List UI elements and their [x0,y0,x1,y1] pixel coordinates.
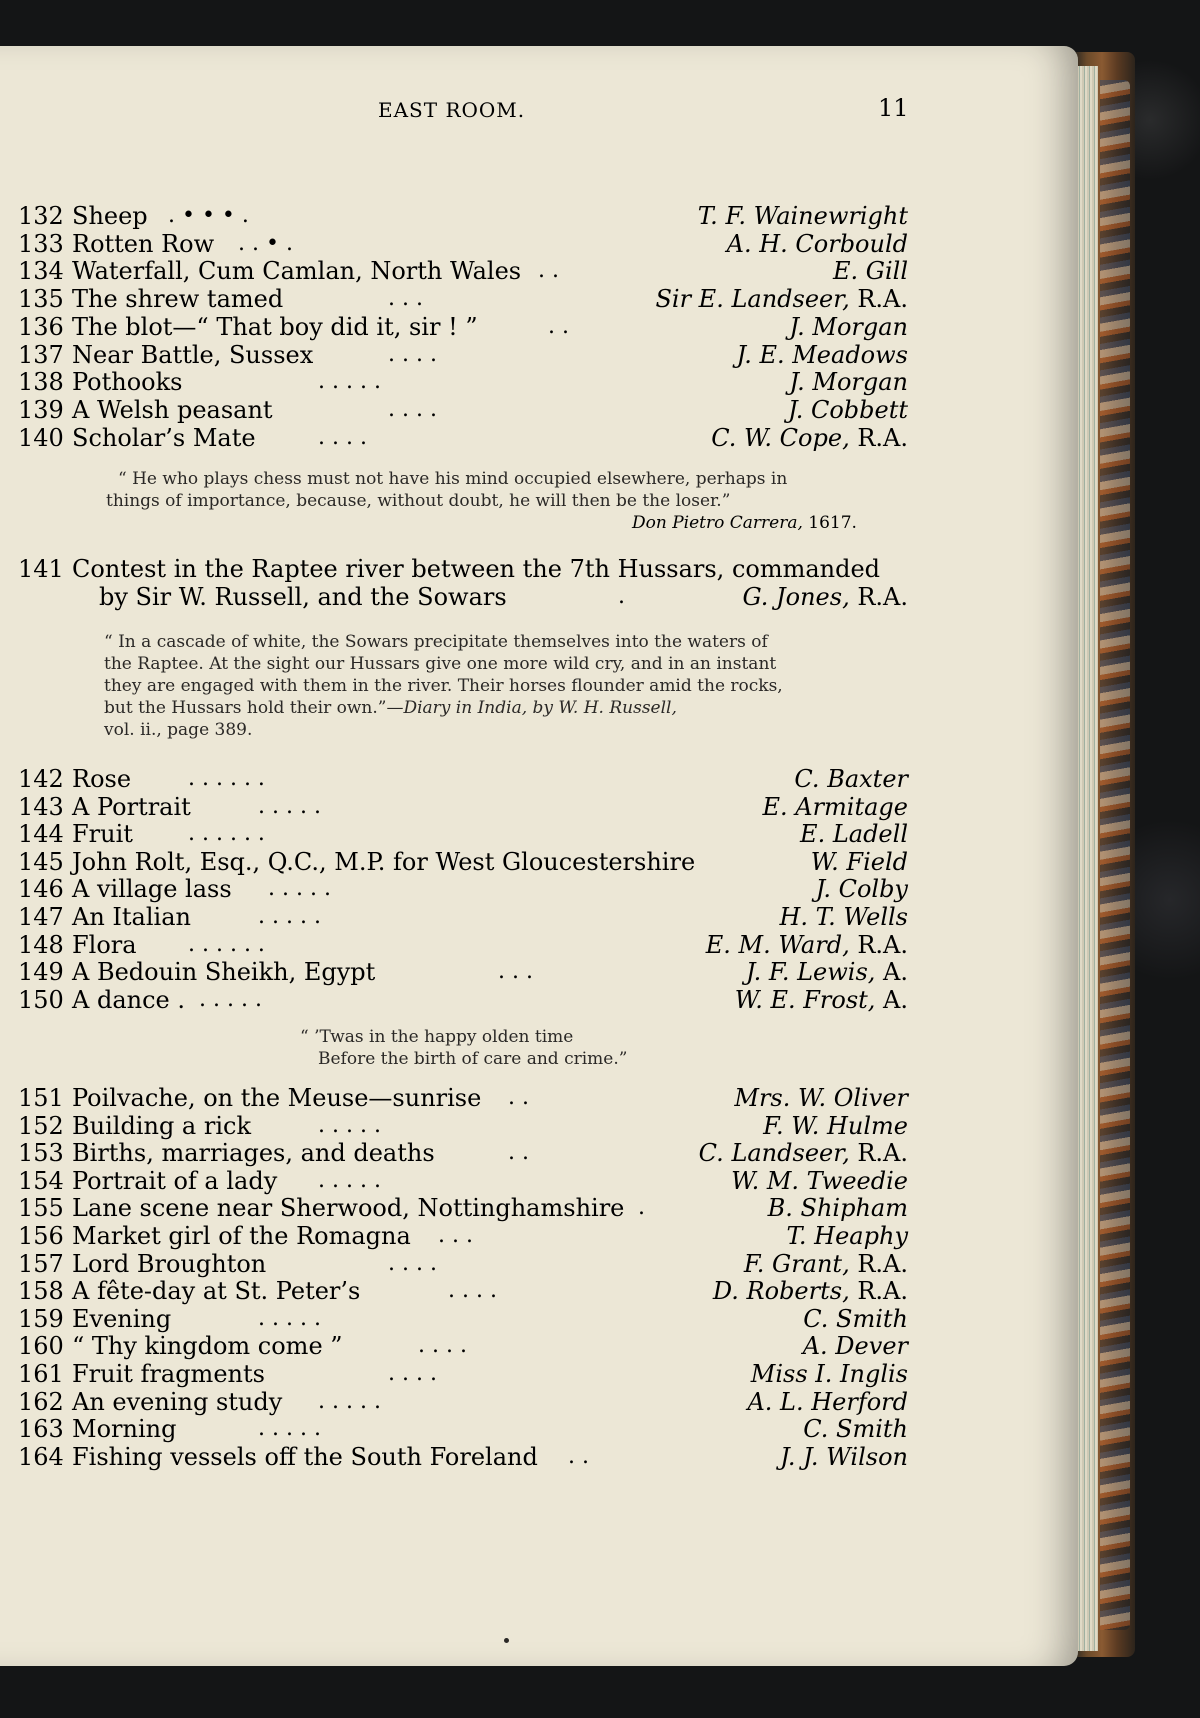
artist-name: J. Colby [815,875,908,904]
artist-suffix: R.A. [849,423,908,452]
artist-name: F. Grant, [743,1249,850,1278]
catalogue-entry [18,1360,908,1388]
entry-artist [762,793,908,821]
catalogue-entry [18,1139,908,1167]
artist-name: T. Heaphy [786,1222,908,1250]
page-dot [504,1638,509,1643]
artist-name: Mrs. W. Oliver [734,1084,908,1112]
entry-number: 150 [18,985,64,1014]
entry-number: 147 [18,903,64,931]
dot-leader: . . . . [448,1278,497,1304]
entry-number: 137 [18,340,64,369]
entry-title: Fruit fragments [72,1360,265,1388]
artist-name: J. Morgan [789,368,908,397]
artist-name: C. Baxter [794,765,908,793]
dot-leader: . . • . [238,230,293,256]
quote-line: they are engaged with them in the river. Their horses flounder amid the rocks, [104,676,783,696]
entry-title: Morning [72,1415,177,1444]
catalogue-entry [18,285,908,313]
entry-artist [763,1112,908,1140]
artist-name: D. Roberts, [712,1277,850,1306]
dot-leader: . . [568,1443,589,1469]
entry-artist [816,875,908,903]
dot-leader: . . . [438,1223,473,1248]
catalogue-entry [18,368,908,396]
catalogue-entry [18,1388,908,1416]
entry-number: 159 [18,1304,64,1333]
entry-artist [833,257,908,285]
dot-leader: . . [508,1085,529,1110]
artist-suffix: R.A. [849,1139,908,1168]
entry-artist [751,1360,908,1388]
quote-line: the Raptee. At the sight our Hussars give one more wild cry, and in an instant [104,654,777,674]
entry-number: 158 [18,1277,64,1306]
entry-artist [699,1139,908,1167]
entry-artist [735,986,908,1014]
artist-suffix: A. [875,958,908,987]
catalogue-entry [18,958,908,986]
artist-name: W. Field [810,847,908,876]
entry-artist [788,396,908,424]
entry-number: 144 [18,820,64,849]
entry-title: Flora [72,930,137,959]
entry-number: 151 [18,1084,64,1112]
entry-artist [747,1388,908,1416]
entry-title: Rose [72,765,132,793]
dot-leader: . . . . . . [188,931,265,957]
artist-name: C. Smith [803,1415,908,1444]
artist-suffix: A. [875,985,908,1014]
artist-name: G. Jones, [742,583,850,611]
artist-name: E. Armitage [762,792,908,821]
artist-name: E. M. Ward, [705,930,850,959]
entry-title: Evening [72,1304,172,1333]
quote-line: “ He who plays chess must not have his mind occupied elsewhere, perhaps in [118,469,788,489]
artist-name: C. Smith [803,1304,908,1333]
artist-name: J. E. Meadows [736,340,908,369]
catalogue-entry [18,903,908,931]
dot-leader: . . . . . . [188,766,265,791]
entry-artist [780,1443,908,1471]
entry-number: 140 [18,423,64,452]
entry-artist [727,230,908,258]
dot-leader: . . . . [388,1250,437,1276]
dot-leader: . . . . [418,1333,467,1359]
artist-suffix: R.A. [849,930,908,959]
artist-name: A. Dever [802,1332,908,1361]
artist-name: W. E. Frost, [734,985,876,1014]
catalogue-entry [18,341,908,369]
entry-artist [789,368,908,396]
entry-number: 138 [18,368,64,397]
entry-title: An evening study [72,1387,283,1416]
entry-title: Rotten Row [72,229,215,258]
catalogue-entry [18,1084,908,1112]
entry-artist [803,1305,908,1333]
dot-leader: . . . . [388,1361,437,1386]
entry-artist [768,1194,908,1222]
entry-artist [655,285,908,313]
entry-title: Births, marriages, and deaths [72,1139,435,1168]
quote-141 [104,631,783,741]
entry-title: John Rolt, Esq., Q.C., M.P. for West Gloucestershire [72,847,696,876]
entry-number: 155 [18,1194,64,1223]
dot-leader: . . . . . [258,904,321,929]
entry-title: Contest in the Raptee river between the 7th Hussars, commanded [72,555,881,583]
artist-name: E. Gill [833,257,908,286]
dot-leader: . • • • . [168,203,249,228]
catalogue-entry [18,1250,908,1278]
artist-name: Sir E. Landseer, [655,285,850,314]
entry-number: 136 [18,312,64,341]
quote-line: vol. ii., page 389. [104,720,253,740]
entry-title: A village lass [72,875,232,904]
entry-title: Pothooks [72,368,183,397]
entry-title: A Portrait [72,792,191,821]
entry-title: Building a rick [72,1111,252,1140]
catalogue-entry [18,931,908,959]
dot-leader: . . . . . [258,1416,321,1442]
artist-name: C. W. Cope, [711,423,850,452]
dot-leader: . . [538,258,559,284]
entry-number: 135 [18,285,64,314]
running-head: EAST ROOM. [378,98,526,122]
entry-number: 133 [18,229,64,258]
catalogue-entry [18,1332,908,1360]
entry-artist [731,1167,908,1195]
entry-title: Market girl of the Romagna [72,1222,411,1250]
entry-title: A Bedouin Sheikh, Egypt [72,958,376,987]
quote-line: Before the birth of care and crime.” [318,1049,628,1069]
artist-name: F. W. Hulme [763,1111,908,1140]
entry-number: 162 [18,1387,64,1416]
catalogue-entry [18,793,908,821]
entry-number: 160 [18,1332,64,1361]
quote-150 [300,1026,627,1070]
quote-text: but the Hussars hold their own.”— [104,698,404,718]
dot-leader: . . . . . [318,369,381,395]
entry-number: 141 [18,555,64,583]
entry-title: The shrew tamed [72,285,284,314]
entry-artist [803,1415,908,1443]
entry-number: 134 [18,257,64,286]
dot-leader: . [638,1195,645,1221]
entry-artist [744,1250,908,1278]
entry-number: 139 [18,395,64,424]
dot-leader: . . . . . [318,1167,381,1193]
entry-artist [811,848,908,876]
entry-artist [746,958,908,986]
catalogue-entry [18,396,908,424]
entry-title: An Italian [72,903,191,931]
quote-citation: Diary in India, by W. H. Russell, [403,698,677,718]
catalogue-entry [18,1222,908,1250]
entry-title: Scholar’s Mate [72,423,256,452]
entry-number: 142 [18,765,64,793]
artist-name: A. H. Corbould [726,229,908,258]
entry-title: Lord Broughton [72,1249,267,1278]
catalogue-entry-continued [18,583,908,611]
catalogue-entry [18,555,908,583]
artist-name: H. T. Wells [779,903,908,931]
dot-leader: . . . . . [268,876,331,902]
entry-artist [734,1084,908,1112]
artist-name: C. Landseer, [698,1139,850,1168]
artist-name: B. Shipham [767,1194,908,1223]
catalogue-entry [18,1305,908,1333]
entry-title: Near Battle, Sussex [72,340,314,369]
entry-title: A fête-day at St. Peter’s [72,1277,361,1306]
catalogue-entry [18,1194,908,1222]
entry-number: 153 [18,1139,64,1168]
entry-number: 154 [18,1166,64,1195]
dot-leader: . . . . [318,424,367,450]
dot-leader: . [618,584,625,609]
dot-leader: . . . . . [318,1388,381,1414]
attribution-name: Don Pietro Carrera, [632,513,803,533]
entry-title: Fruit [72,820,133,849]
catalogue-entry [18,202,908,230]
dot-leader: . . . [498,959,533,985]
dot-leader: . . . . . [318,1112,381,1138]
artist-name: J. Cobbett [787,395,908,424]
quote-line: “ ’Twas in the happy olden time [300,1027,574,1047]
entry-artist [779,903,908,931]
catalogue-entry [18,1277,908,1305]
catalogue-entry [18,986,908,1014]
artist-name: E. Ladell [800,820,908,849]
entry-number: 163 [18,1415,64,1444]
entry-title: Portrait of a lady [72,1166,278,1195]
dot-leader: . . . [388,286,423,312]
entry-title: Fishing vessels off the South Foreland [72,1442,538,1471]
catalogue-entry [18,765,908,793]
quote-line [104,697,783,719]
dot-leader: . . . . . . [188,821,265,847]
page-header [0,94,1078,138]
entry-title: A dance . [72,985,185,1014]
entry-number: 152 [18,1111,64,1140]
dot-leader: . . . . [388,341,437,367]
entry-artist [800,820,908,848]
catalogue-entry [18,820,908,848]
catalogue-entry [18,257,908,285]
dot-leader: . . . . [388,396,437,422]
artist-suffix: R.A. [849,285,908,314]
entry-artist [711,424,908,452]
artist-name: Miss I. Inglis [750,1360,908,1388]
entry-artist [698,202,908,230]
entry-artist [736,341,908,369]
catalogue-entry [18,1112,908,1140]
entry-title: Lane scene near Sherwood, Nottinghamshire [72,1194,625,1223]
entry-title: Waterfall, Cum Camlan, North Wales [72,257,522,286]
entry-number: 156 [18,1222,64,1250]
catalogue-entry [18,848,908,876]
catalogue-entry [18,875,908,903]
entry-number: 143 [18,792,64,821]
dot-leader: . . [508,1140,529,1166]
quote-line: “ In a cascade of white, the Sowars precipitate themselves into the waters of [104,632,768,652]
entry-title-continued: by Sir W. Russell, and the Sowars [99,583,507,611]
entry-title: “ Thy kingdom come ” [72,1332,343,1361]
artist-name: W. M. Tweedie [731,1166,908,1195]
dot-leader: . . [548,313,569,339]
artist-name: A. L. Herford [747,1387,908,1416]
entry-number: 157 [18,1249,64,1278]
entry-number: 145 [18,847,64,876]
entry-number: 149 [18,958,64,987]
entry-artist [803,1332,908,1360]
entry-title: Poilvache, on the Meuse—sunrise [72,1084,482,1112]
marbled-edge [1100,80,1130,1630]
page-number: 11 [878,94,909,122]
entry-number: 161 [18,1360,64,1388]
catalogue-entry [18,1415,908,1443]
artist-name: J. Morgan [789,312,908,341]
entry-title: The blot—“ That boy did it, sir ! ” [72,312,478,341]
entry-number: 148 [18,930,64,959]
entry-artist [789,313,908,341]
entry-number: 164 [18,1442,64,1471]
entry-title: Sheep [72,202,148,230]
catalogue-entry [18,1443,908,1471]
catalogue-entry [18,230,908,258]
artist-suffix: R.A. [849,1249,908,1278]
quote-line: things of importance, because, without doubt, he will then be the loser.” [106,491,731,511]
attribution-year: 1617. [802,513,857,533]
dot-leader: . . . . . [258,1305,321,1331]
dot-leader: . . . . . [258,793,321,819]
quote-140 [106,468,788,512]
entry-number: 132 [18,202,64,230]
artist-name: J. J. Wilson [780,1442,908,1471]
entry-number: 146 [18,875,64,904]
entry-title: A Welsh peasant [72,395,273,424]
artist-suffix: R.A. [849,583,908,611]
artist-name: T. F. Wainewright [697,202,908,230]
catalogue-entry [18,424,908,452]
entry-artist [713,1277,908,1305]
quote-attribution [632,512,857,534]
catalogue-entry [18,1167,908,1195]
entry-artist [742,583,908,611]
entry-artist [706,931,908,959]
artist-suffix: R.A. [849,1277,908,1306]
entry-artist [786,1222,908,1250]
dot-leader: . . . . . [199,986,262,1012]
artist-name: J. F. Lewis, [745,958,876,987]
catalogue-entry [18,313,908,341]
entry-artist [794,765,908,793]
